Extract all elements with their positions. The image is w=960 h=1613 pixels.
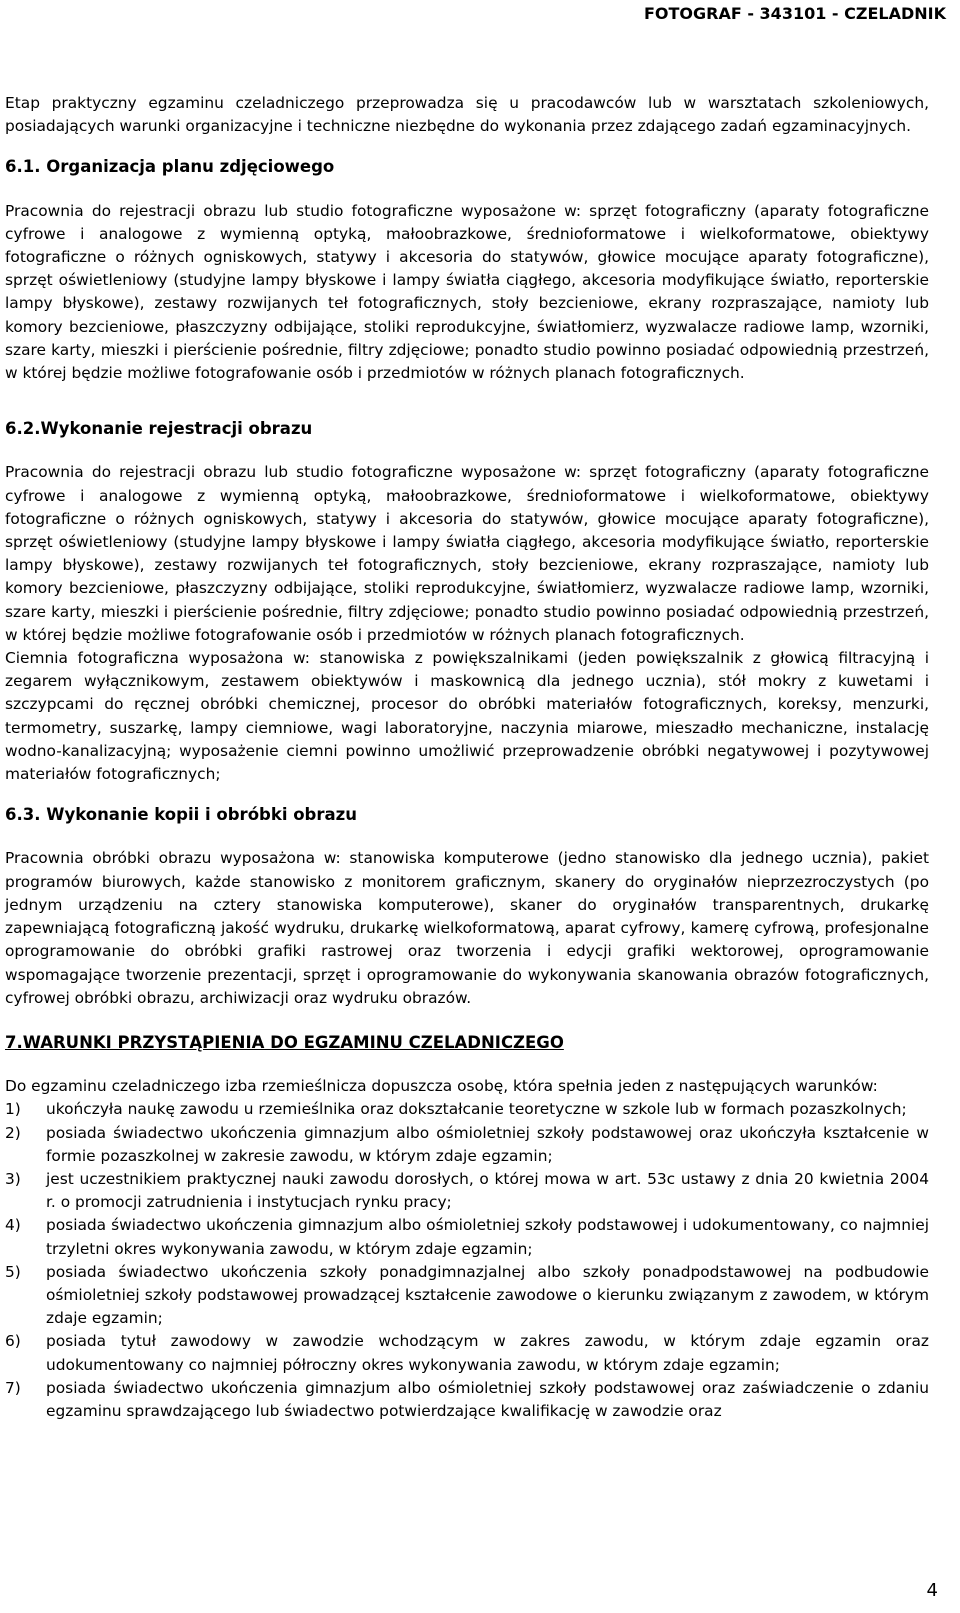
section-6-2-paragraph-1: Pracownia do rejestracji obrazu lub studio fotograficzne wyposażone w: sprzęt fotograficzny (aparaty fotograficzne cyfrowe i analogowe z wymienną optyką, małoobrazkowe, średnioformatowe i wielkoformatowe, obiektywy fotograficzne o różnych ogniskowych, statywy i akcesoria do statywów, głowice mocujące aparaty fotograficzne), sprzęt oświetleniowy (studyjne lampy błyskowe i lampy światła ciągłego, akcesoria modyfikujące światło, reporterskie lampy błyskowe), zestawy rozwijanych teł fotograficznych, stoły bezcieniowe, ekrany rozpraszające, namioty lub komory bezcieniowe, płaszczyzny odbijające, stoliki reprodukcyjne, światłomierz, wyzwalacze radiowe lamp, wzorniki, szare karty, mieszki i pierścienie pośrednie, filtry zdjęciowe; ponadto studio powinno posiadać odpowiednią przestrzeń, w której będzie możliwe fotografowanie osób i przedmiotów w różnych planach fotograficznych. bbox=[5, 463, 929, 644]
list-item-text: posiada świadectwo ukończenia szkoły ponadgimnazjalnej albo szkoły ponadpodstawowej na podbudowie ośmioletniej szkoły podstawowej prowadzącej kształcenie zawodowe o kierunku związanym z zawodem, w którym zdaje egzamin; bbox=[46, 1262, 929, 1328]
intro-paragraph: Etap praktyczny egzaminu czeladniczego przeprowadza się u pracodawców lub w warsztatach szkoleniowych, posiadających warunki organizacyjne i techniczne niezbędne do wykonania przez zdającego zadań egzaminacyjnych. bbox=[5, 94, 929, 136]
list-item-number: 1) bbox=[5, 1100, 21, 1119]
list-item bbox=[5, 1214, 929, 1260]
list-item-text: posiada świadectwo ukończenia gimnazjum albo ośmioletniej szkoły podstawowej oraz ukończyła kształcenie w formie pozaszkolnej w zakresie zawodu, w którym zdaje egzamin; bbox=[46, 1123, 929, 1165]
running-header: FOTOGRAF - 343101 - CZELADNIK bbox=[643, 4, 946, 23]
list-item-number: 3) bbox=[5, 1169, 21, 1188]
section-6-1-heading: 6.1. Organizacja planu zdjęciowego bbox=[5, 157, 335, 177]
list-item-text: ukończyła naukę zawodu u rzemieślnika oraz dokształcanie teoretyczne w szkole lub w formach pozaszkolnych; bbox=[46, 1100, 907, 1119]
list-item-number: 6) bbox=[5, 1332, 21, 1351]
list-item-text: posiada świadectwo ukończenia gimnazjum albo ośmioletniej szkoły podstawowej oraz zaświadczenie o zdaniu egzaminu sprawdzającego lub świadectwo potwierdzające kwalifikację w zawodzie oraz bbox=[46, 1378, 929, 1420]
list-item-text: posiada tytuł zawodowy w zawodzie wchodzącym w zakres zawodu, w którym zdaje egzamin oraz udokumentowany co najmniej półroczny okres wykonywania zawodu, w którym zdaje egzamin; bbox=[46, 1332, 929, 1374]
list-item-number: 2) bbox=[5, 1123, 21, 1142]
section-6-1-paragraph: Pracownia do rejestracji obrazu lub studio fotograficzne wyposażone w: sprzęt fotograficzny (aparaty fotograficzne cyfrowe i analogowe z wymienną optyką, małoobrazkowe, średnioformatowe i wielkoformatowe, obiektywy fotograficzne o różnych ogniskowych, statywy i akcesoria do statywów, głowice mocujące aparaty fotograficzne), sprzęt oświetleniowy (studyjne lampy błyskowe i lampy światła ciągłego, akcesoria modyfikujące światło, reporterskie lampy błyskowe), zestawy rozwijanych teł fotograficznych, stoły bezcieniowe, ekrany rozpraszające, namioty lub komory bezcieniowe, płaszczyzny odbijające, stoliki reprodukcyjne, światłomierz, wyzwalacze radiowe lamp, wzorniki, szare karty, mieszki i pierścienie pośrednie, filtry zdjęciowe; ponadto studio powinno posiadać odpowiednią przestrzeń, w której będzie możliwe fotografowanie osób i przedmiotów w różnych planach fotograficznych. bbox=[5, 201, 929, 383]
list-item bbox=[5, 1098, 929, 1121]
document-body bbox=[5, 92, 929, 1423]
section-6-2-paragraph-2: Ciemnia fotograficzna wyposażona w: stanowiska z powiększalnikami (jeden powiększalnik z głowicą filtracyjną i zegarem wyłącznikowym, zestawem obiektywów i maskownicą dla jednego ucznia), stół mokry z kuwetami i szczypcami do ręcznej obróbki chemicznej, procesor do obróbki materiałów fotograficznych, koreksy, menzurki, termometry, suszarkę, lampy ciemniowe, wagi laboratoryjne, naczynia miarowe, mieszadło mechaniczne, instalację wodno-kanalizacyjną; wyposażenie ciemni powinno umożliwić przeprowadzenie obróbki negatywowej i pozytywowej materiałów fotograficznych; bbox=[5, 649, 929, 784]
list-item bbox=[5, 1261, 929, 1331]
section-7-heading: 7.WARUNKI PRZYSTĄPIENIA DO EGZAMINU CZELADNICZEGO bbox=[5, 1032, 564, 1052]
list-item bbox=[5, 1122, 929, 1168]
section-6-3-heading: 6.3. Wykonanie kopii i obróbki obrazu bbox=[5, 805, 357, 825]
conditions-list bbox=[5, 1098, 929, 1423]
list-item-number: 7) bbox=[5, 1378, 21, 1397]
list-item-text: posiada świadectwo ukończenia gimnazjum albo ośmioletniej szkoły podstawowej i udokumentowany, co najmniej trzyletni okres wykonywania zawodu, w którym zdaje egzamin; bbox=[46, 1216, 929, 1258]
list-item bbox=[5, 1330, 929, 1376]
section-7-lead: Do egzaminu czeladniczego izba rzemieślnicza dopuszcza osobę, która spełnia jeden z następujących warunków: bbox=[5, 1077, 878, 1096]
list-item-number: 4) bbox=[5, 1216, 21, 1235]
list-item-number: 5) bbox=[5, 1262, 21, 1281]
section-6-3-paragraph: Pracownia obróbki obrazu wyposażona w: stanowiska komputerowe (jedno stanowisko dla jednego ucznia), pakiet programów biurowych, każde stanowisko z monitorem graficznym, skanery do oryginałów nieprzezroczystych (po jednym urządzeniu na cztery stanowiska komputerowe), skaner do oryginałów transparentnych, drukarkę zapewniającą fotograficzną jakość wydruku, drukarkę wielkoformatową, aparat cyfrowy, kamerę cyfrową, profesjonalne oprogramowanie do obróbki grafiki rastrowej oraz tworzenia i edycji grafiki wektorowej, oprogramowanie wspomagające tworzenie prezentacji, sprzęt i oprogramowanie do wykonywania skanowania obrazów fotograficznych, cyfrowej obróbki obrazu, archiwizacji oraz wydruku obrazów. bbox=[5, 849, 929, 1007]
list-item bbox=[5, 1377, 929, 1423]
page-number: 4 bbox=[926, 1580, 938, 1601]
list-item bbox=[5, 1168, 929, 1214]
section-6-2-heading: 6.2.Wykonanie rejestracji obrazu bbox=[5, 419, 313, 439]
list-item-text: jest uczestnikiem praktycznej nauki zawodu dorosłych, o której mowa w art. 53c ustawy z dnia 20 kwietnia 2004 r. o promocji zatrudnienia i instytucjach rynku pracy; bbox=[46, 1169, 929, 1212]
